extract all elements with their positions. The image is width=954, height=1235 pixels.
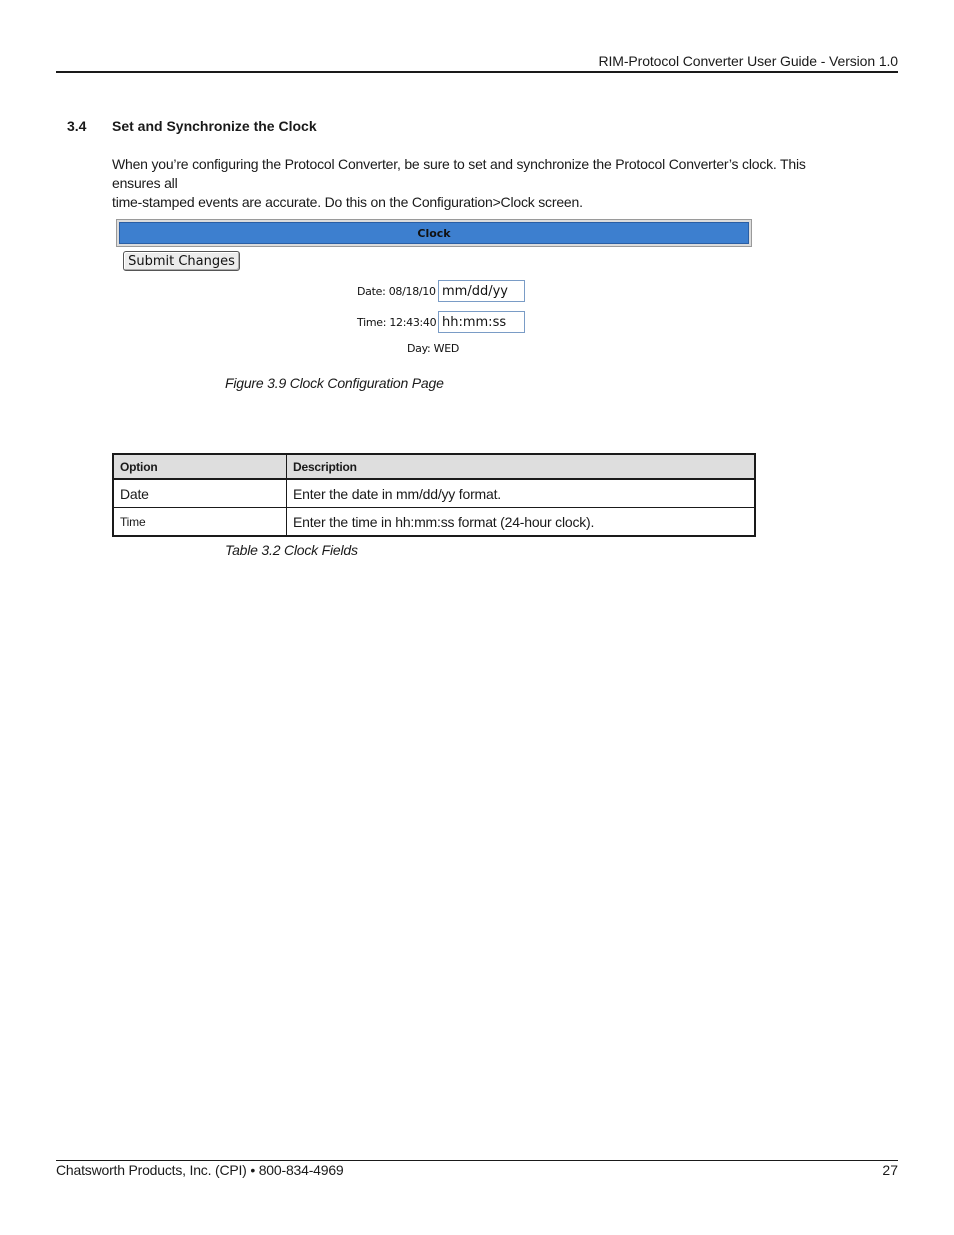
- footer-company: Chatsworth Products, Inc. (CPI) • 800-834-4969: [56, 1162, 344, 1178]
- clock-fields-table: [112, 453, 756, 537]
- section-title: Set and Synchronize the Clock: [112, 118, 317, 134]
- table-caption: Table 3.2 Clock Fields: [225, 542, 358, 558]
- table-row: [113, 479, 755, 508]
- table-row: [113, 508, 755, 537]
- time-input[interactable]: [438, 311, 525, 333]
- description-cell: Enter the date in mm/dd/yy format.: [287, 479, 756, 508]
- page-header-title: RIM-Protocol Converter User Guide - Version 1.0: [598, 53, 898, 69]
- figure-caption: Figure 3.9 Clock Configuration Page: [225, 375, 444, 391]
- option-cell: Date: [113, 479, 287, 508]
- column-header-description: Description: [287, 454, 756, 479]
- day-label: Day: WED: [407, 342, 460, 355]
- intro-paragraph: [112, 155, 842, 212]
- time-label: Time: 12:43:40: [357, 316, 437, 329]
- clock-title-text: Clock: [119, 222, 749, 244]
- description-cell: Enter the time in hh:mm:ss format (24-hour clock).: [287, 508, 756, 537]
- clock-title-bar: [116, 219, 752, 247]
- intro-line-1: When you’re configuring the Protocol Converter, be sure to set and synchronize the Protocol Converter’s clock. This ensures all: [112, 156, 806, 191]
- footer-rule: [56, 1160, 898, 1161]
- column-header-option: Option: [113, 454, 287, 479]
- date-input[interactable]: [438, 280, 525, 302]
- option-cell: Time: [113, 508, 287, 537]
- table-header-row: [113, 454, 755, 479]
- intro-line-2: time-stamped events are accurate. Do this on the Configuration>Clock screen.: [112, 194, 583, 210]
- footer-page-number: 27: [882, 1162, 898, 1178]
- header-rule: [56, 71, 898, 73]
- submit-changes-button[interactable]: Submit Changes: [123, 251, 240, 271]
- date-label: Date: 08/18/10: [357, 285, 436, 298]
- section-number: 3.4: [67, 118, 87, 134]
